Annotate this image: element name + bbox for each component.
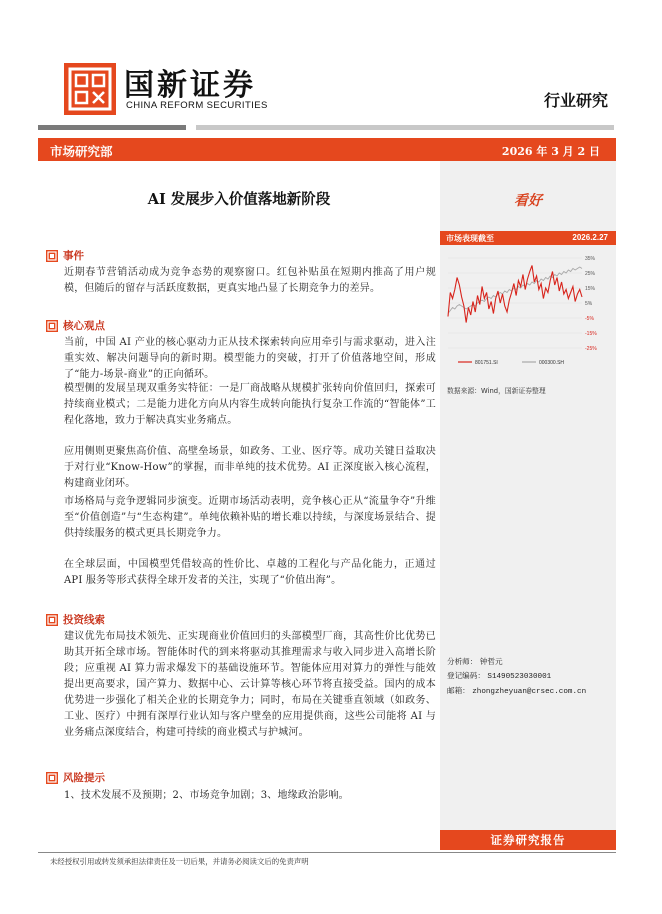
analyst-email[interactable]: zhongzheyuan@crsec.com.cn <box>472 688 587 696</box>
section-core-view-label: 核心观点 <box>63 320 105 332</box>
chart-source-note: 数据来源：Wind，国新证券整理 <box>447 387 546 395</box>
chart-ytick-label: 5% <box>585 301 593 307</box>
chart-ytick-label: -15% <box>585 331 597 337</box>
chart-date: 2026.2.27 <box>572 233 608 242</box>
section-marker-icon <box>46 320 58 332</box>
core-view-paragraph-4: 市场格局与竞争逻辑同步演变。近期市场活动表明，竞争核心正从“流量争夺”升维至“价值创造”与“生态构建”。单纯依赖补贴的增长难以持续，与深度场景结合、提供持续服务的模式更具长期竞争力。 <box>64 496 436 539</box>
analyst-email-row <box>447 684 586 700</box>
event-paragraph: 近期春节营销活动成为竞争态势的观察窗口。红包补贴虽在短期内推高了用户规模，但随后的留存与活跃度数据，更真实地凸显了长期竞争力的差异。 <box>64 267 436 294</box>
core-view-paragraph-1: 当前，中国 AI 产业的核心驱动力正从技术探索转向应用牵引与需求驱动，进入注重实效、解决问题导向的新时期。模型能力的突破，打开了价值落地空间，形成了“能力-场景-商业”的正向循环。 <box>64 337 436 380</box>
chart-ytick-label: 25% <box>585 271 596 277</box>
core-view-paragraph-3: 应用侧则更聚焦高价值、高壁垒场景，如政务、工业、医疗等。成功关键日益取决于对行业“Know-How”的掌握，而非单纯的技术优势。AI 正深度嵌入核心流程，构建商业闭环。 <box>64 446 436 489</box>
chart-ytick-label: -5% <box>585 316 594 322</box>
report-category-footer: 证券研究报告 <box>440 830 616 850</box>
analyst-reg-row <box>447 669 586 685</box>
analyst-name-label: 分析师： <box>447 657 478 666</box>
section-event-head <box>46 248 84 263</box>
report-title: AI 发展步入价值落地新阶段 <box>147 191 331 208</box>
section-marker-icon <box>46 250 58 262</box>
section-core-view-head <box>46 318 105 333</box>
report-type: 行业研究 <box>543 91 608 110</box>
analyst-reg-number: S1490523030001 <box>487 672 552 681</box>
section-investment-head <box>46 612 105 627</box>
section-marker-icon <box>46 614 58 626</box>
section-event-label: 事件 <box>63 250 84 262</box>
market-performance-chart <box>444 248 610 370</box>
chart-ytick-label: 15% <box>585 286 596 292</box>
chart-header <box>440 231 616 245</box>
chart-ytick-label: -25% <box>585 346 597 352</box>
header-rule-light <box>196 125 614 130</box>
core-view-paragraph-5: 在全球层面，中国模型凭借较高的性价比、卓越的工程化与产品化能力，正通过 API 服务等形式获得全球开发者的关注，实现了“价值出海”。 <box>64 559 436 586</box>
company-name-cn: 国新证券 <box>124 68 256 103</box>
chart-ytick-label: 35% <box>585 256 596 262</box>
chart-legend-label: 801751.SI <box>475 360 498 366</box>
investment-paragraph: 建议优先布局技术领先、正实现商业价值回归的头部模型厂商，其高性价比优势已助其开拓全球市场。智能体时代的到来将驱动其推理需求与收入同步进入高增长阶段；应重视 AI 算力需求爆发下的基础设施环节。智能体应用对算力的弹性与能效提出更高要求，国产算力、数据中心、云计算等核心环节将直接受益。国内的成本优势进一步强化了相关企业的长期竞争力；同时，布局在关键垂直领域（如政务、工业、医疗）中拥有深厚行业认知与客户壁垒的应用提供商，这些公司能将 AI 与业务痛点深度结合，构建可持续的商业模式与护城河。 <box>64 631 436 738</box>
analyst-info <box>447 655 586 700</box>
company-logo <box>64 63 116 115</box>
chart-legend-label: 000300.SH <box>539 360 565 366</box>
header-rule-dark <box>38 125 186 130</box>
rating-badge: 看好 <box>514 193 542 209</box>
risk-paragraph: 1、技术发展不及预期；2、市场竞争加剧；3、地缘政治影响。 <box>64 790 349 801</box>
section-investment-label: 投资线索 <box>63 614 105 626</box>
section-risk-label: 风险提示 <box>63 772 105 784</box>
analyst-name: 钟哲元 <box>479 657 503 666</box>
section-marker-icon <box>46 772 58 784</box>
company-name-en: CHINA REFORM SECURITIES <box>126 100 268 111</box>
disclaimer-divider <box>38 852 616 853</box>
analyst-email-label: 邮箱： <box>447 686 470 695</box>
analyst-reg-label: 登记编码： <box>447 670 485 680</box>
report-date: 2026 年 3 月 2 日 <box>501 145 600 158</box>
chart-title: 市场表现截至 <box>446 234 494 243</box>
analyst-name-row <box>447 655 586 669</box>
disclaimer-text: 未经授权引用或转发须承担法律责任及一切后果，并请务必阅读文后的免责声明 <box>50 857 309 866</box>
department-bar <box>38 138 616 161</box>
section-risk-head <box>46 770 105 785</box>
core-view-paragraph-2: 模型侧的发展呈现双重务实特征：一是厂商战略从规模扩张转向价值回归，探索可持续商业模式；二是能力进化方向从内容生成转向能执行复杂工作流的“智能体”工程化落地，致力于解决真实业务痛点。 <box>64 383 436 426</box>
department-name: 市场研究部 <box>50 144 113 159</box>
